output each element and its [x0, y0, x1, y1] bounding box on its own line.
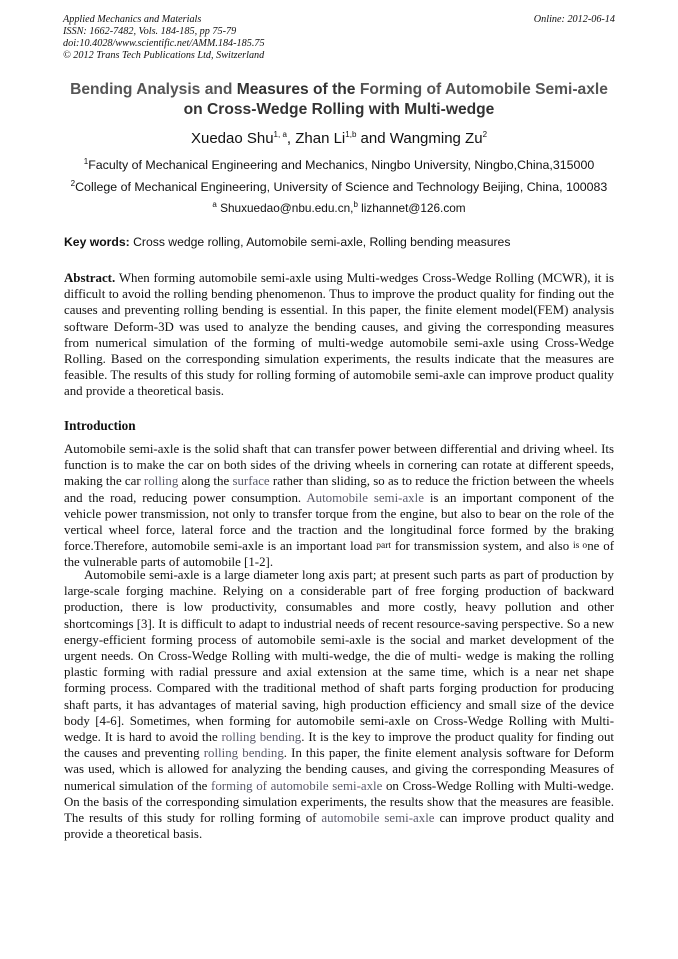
intro-p1-text: for transmission system, and also	[391, 539, 574, 554]
intro-p1-text: rather than sliding, so as to reduce the friction between the wheels and the road, reducing power consumption.	[64, 474, 614, 505]
intro-p2-text: Automobile semi-axle is a large diameter long axis part; at present such parts as part of production by large-scale forging machine. Relying on a considerable part of free forging production of backward production, there is low productivity, consumables and more costly, heavy pollution and other shortcomings [3]. It is difficult to adapt to industrial needs of recent resource-saving perspective. So a new energy-efficient forming process of automobile semi-axle is the social and market development of the urgent needs. On Cross-Wedge Rolling with multi-wedge, the die of multi- wedge is making the rolling plastic forming with radial pressure and axial extension at the same time, which is a near net shape forming process. Compared with the traditional method of shaft parts forging production for producing shaft parts, it has advantages of material saving, high production efficiency and small size of the device body [4-6]. Sometimes, when forming for automobile semi-axle on Cross-Wedge Rolling with Multi-wedge. It is hard to avoid the	[64, 568, 614, 745]
intro-p1-highlight: Automobile semi-axle	[306, 490, 424, 505]
abstract	[64, 270, 614, 400]
author-1-sup: 1, a	[273, 130, 287, 139]
intro-p1-text: along the	[178, 474, 233, 489]
keywords-label: Key words:	[64, 235, 130, 249]
title-part-2: Measures of the	[236, 81, 360, 98]
intro-p1-highlight: rolling	[143, 474, 179, 489]
introduction-heading: Introduction	[64, 418, 136, 433]
email-b-sup: b	[353, 200, 358, 210]
title-part-1: Bending Analysis and	[70, 81, 237, 98]
affiliation-1-text: Faculty of Mechanical Engineering and Mechanics, Ningbo University, Ningbo,China,315000	[88, 158, 595, 172]
affiliation-1-sup: 1	[83, 156, 89, 166]
affiliation-2	[0, 180, 678, 194]
intro-p1-highlight: surface	[232, 474, 270, 489]
author-list	[0, 130, 678, 147]
intro-p2-highlight: forming of automobile semi-axle	[211, 778, 383, 793]
author-3: and Wangming Zu	[356, 130, 483, 147]
email-b: lizhannet@126.com	[357, 201, 466, 215]
abstract-label: Abstract.	[64, 271, 116, 285]
intro-p1-text: is an important component of the vehicle power transmission, not only to transfer torque from the engine, but also to bear on the role of the vertical wheel force, lateral force and the traction and the longitudinal force formed by the braking force.Therefore, automobile semi-axle is an important load	[64, 490, 614, 554]
journal-header	[63, 14, 615, 62]
introduction-paragraph-2	[64, 567, 614, 842]
email-a: Shuxuedao@nbu.edu.cn,	[216, 201, 354, 215]
affiliation-2-sup: 2	[70, 178, 76, 188]
paper-title	[40, 80, 638, 120]
copyright-line: © 2012 Trans Tech Publications Ltd, Switzerland	[63, 50, 265, 61]
online-date: Online: 2012-06-14	[533, 14, 615, 25]
intro-p1-text: ne of the vulnerable parts of automobile [1-2].	[64, 539, 614, 570]
title-part-3: Forming of Automobile Semi-axle	[359, 81, 608, 98]
intro-p2-highlight: rolling bending	[221, 730, 302, 745]
affiliation-1	[0, 158, 678, 172]
affiliation-2-text: College of Mechanical Engineering, University of Science and Technology Beijing, China, 100083	[75, 180, 608, 194]
abstract-text: When forming automobile semi-axle using Multi-wedges Cross-Wedge Rolling (MCWR), it is difficult to avoid the rolling bending phenomenon. Thus to improve the product quality for finding out the causes and preventing rolling bending is essential. In this paper, the finite element model(FEM) analysis software Deform-3D was used to analyze the bending causes, and giving the corresponding measures from numerical simulation of the forming of multi-wedge automobile semi-axle using Cross-Wedge Rolling. Based on the corresponding simulation experiments, the results indicate that the measures are feasible. The results of this study for rolling forming of automobile semi-axle can improve product quality and provide a theoretical basis.	[64, 271, 614, 399]
author-emails	[0, 201, 678, 215]
introduction-paragraph-1	[64, 441, 614, 571]
keywords	[64, 235, 614, 249]
author-2-sup: 1,b	[345, 130, 357, 139]
intro-p2-text: . In this paper, the finite element analysis software for Deform was used, which is allowed for analyzing the bending causes, and giving the corresponding Measures of numerical simulation of the	[64, 746, 614, 793]
intro-p1-small: is o	[573, 541, 588, 552]
intro-p1-text: Automobile semi-axle is the solid shaft that can transfer power between differential and driving wheel. Its function is to make the car on both sides of the driving wheels in cornering can rotate at different speeds, making the car	[64, 442, 614, 489]
intro-p2-highlight: automobile semi-axle	[321, 811, 435, 826]
title-line-2: on Cross-Wedge Rolling with Multi-wedge	[183, 101, 495, 118]
intro-p2-text: . It is the key to improve the product quality for finding out the causes and preventing	[64, 730, 614, 761]
intro-p2-highlight: rolling bending	[203, 746, 284, 761]
intro-p1-small: part	[376, 541, 392, 552]
intro-p2-text: can improve product quality and provide a theoretical basis.	[64, 811, 614, 842]
author-1: Xuedao Shu	[190, 130, 274, 147]
issn-line: ISSN: 1662-7482, Vols. 184-185, pp 75-79	[63, 26, 237, 37]
author-3-sup: 2	[482, 130, 488, 139]
journal-name: Applied Mechanics and Materials	[63, 14, 202, 25]
email-a-sup: a	[212, 200, 217, 210]
intro-p2-text: on Cross-Wedge Rolling with Multi-wedge. On the basis of the corresponding simulation experiments, the results show that the measures are feasible. The results of this study for rolling forming of	[64, 778, 614, 826]
author-2: , Zhan Li	[286, 130, 346, 147]
doi-line: doi:10.4028/www.scientific.net/AMM.184-185.75	[63, 38, 265, 49]
keywords-text: Cross wedge rolling, Automobile semi-axle, Rolling bending measures	[129, 235, 511, 249]
